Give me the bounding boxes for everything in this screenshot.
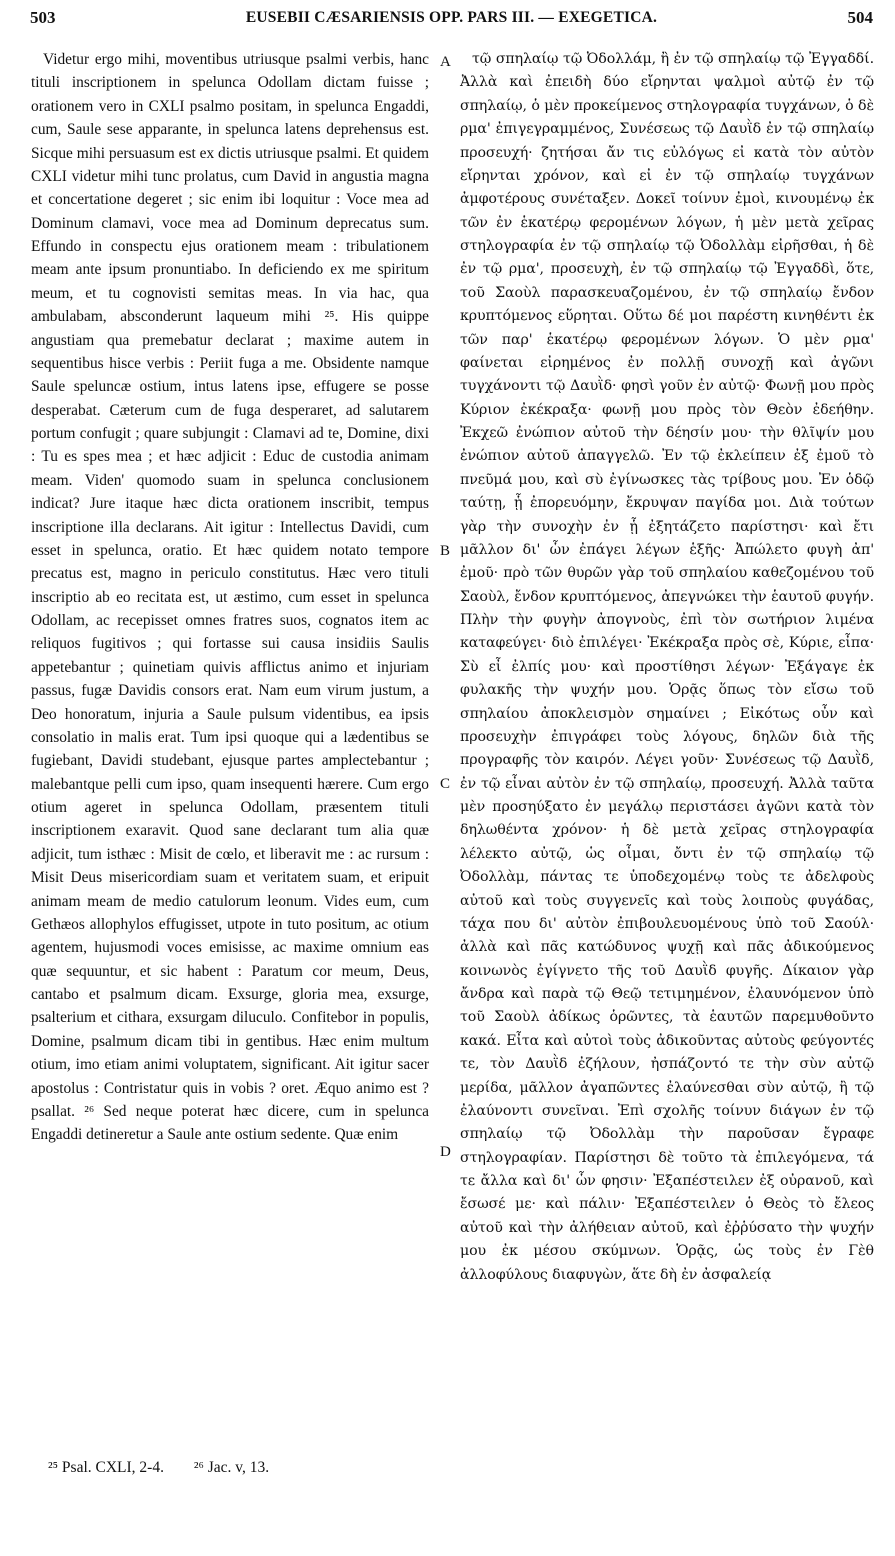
greek-text: τῷ σπηλαίῳ τῷ Ὀδολλάμ, ἢ ἐν τῷ σπηλαίῳ τῷ Ἐγγαδδί. Ἀλλὰ καὶ ἐπειδὴ δύο εἴρηνται ψαλμοὶ αὐτῷ ἐν τῷ σπηλαίῳ, ὁ μὲν προκείμενος στηλογραφία τυγχάνων, ὁ δὲ ρμα' ἐπιγεγραμμένος, Συνέσεως τῷ Δαυῒδ ἐν τῷ σπηλαίῳ προσευχή· ζητήσαι ἄν τις εὐλόγως εἰ κατὰ τὸν αὐτὸν εἴρηνται χρόνον, καὶ εἰ ἐν τῷ σπηλαίῳ τυγχάνων ἀμφοτέρους συνέταξεν. Δοκεῖ τοίνυν ἐμοὶ, κινουμένῳ ἐκ τῶν ἐν ἑκατέρῳ φερομένων λόγων, ἡ μὲν μετὰ χεῖρας στηλογραφία ἐν τῷ σπηλαίῳ τῷ Ὀδολλὰμ εἰρῆσθαι, ἡ δὲ ἐν τῷ ρμα', προσευχὴ, ἐν τῷ σπηλαίῳ τῷ Ἐγγαδδὶ, ὅτε, τοῦ Σαοὺλ παρασκευαζομένου, ἐν τῷ σπηλαίῳ ἔνδον κρυπτόμενος εὕρηται. Οὕτω δέ μοι παρέστη κινηθέντι ἐκ τῶν παρ' ἑκατέρῳ φερομένων λόγων. Ὁ μὲν ρμα' φαίνεται εἰρημένος ἐν πολλῇ συνοχῇ καὶ ἀγῶνι τυγχάνοντι τῷ Δαυῒδ· φησὶ γοῦν ἐν αὐτῷ· Φωνῇ μου πρὸς Κύριον ἐκέκραξα· φωνῇ μου πρὸς τὸν Θεὸν ἐδεήθην. Ἐκχεῶ ἐνώπιον αὐτοῦ τὴν δέησίν μου· τὴν θλῖψίν μου ἐνώπιον αὐτοῦ ἀπαγγελῶ. Ἐν τῷ ἐκλείπειν ἐξ ἐμοῦ τὸ πνεῦμά μου, καὶ σὺ ἐγίνωσκες τὰς τρίβους μου. Ἐν ὁδῷ ταύτῃ, ᾗ ἐπορευόμην, ἔκρυψαν παγίδα μοι. Διὰ τούτων γὰρ τὴν συνοχὴν ἐν ᾗ ἐξητάζετο παρίστησι· καὶ ἔτι μᾶλλον δι' ὧν ἐπάγει λέγων ἑξῆς· Ἀπώλετο φυγὴ ἀπ' ἐμοῦ· πρὸ τῶν θυρῶν γὰρ τοῦ σπηλαίου καθεζομένου τοῦ Σαοὺλ, ἔνδον κρυπτόμενος, ἀπεγνώκει τὴν ἑαυτοῦ φυγήν. Πλὴν τὴν φυγὴν ἀπογνοὺς, ἐπὶ τὸν σωτήριον λιμένα καταφεύγει· διὸ ἐπιλέγει· Ἐκέκραξα πρὸς σὲ, Κύριε, εἶπα· Σὺ εἶ ἐλπίς μου· καὶ προστίθησι λέγων· Ἐξάγαγε ἐκ φυλακῆς τὴν ψυχήν μου. Ὁρᾷς ὅπως τὸν εἴσω τοῦ σπηλαίου ἀποκλεισμὸν σημαίνει ; Εἰκότως οὖν καὶ προσευχὴν ἐπιγράφει τοὺς λόγους, δηλῶν διὰ τῆς προγραφῆς τὸν καιρόν. Λέγει γοῦν· Συνέσεως τῷ Δαυῒδ, ἐν τῷ εἶναι αὐτὸν ἐν τῷ σπηλαίῳ, προσευχή. Ἀλλὰ ταῦτα μὲν προσηύξατο ἐν μεγάλῳ περιστάσει ἀγῶνι κατὰ τὸν δηλωθέντα χρόνον· ἡ δὲ μετὰ χεῖρας στηλογραφία λέλεκτο αὐτῷ, ὡς οἶμαι, ὄντι ἐν τῷ σπηλαίῳ τῷ Ὀδολλὰμ, πάντας τε ὑποδεχομένῳ τοὺς τε ἀδελφοὺς αὐτοῦ καὶ τοὺς συγγενεῖς καὶ τοὺς λοιποὺς φυγάδας, τάχα που δι' αὐτὸν ἐπιβουλευομένους ὑπὸ τοῦ Σαούλ· ἀλλὰ καὶ πᾶς κατώδυνος ψυχῇ καὶ πᾶς ἀδικούμενος κοινωνὸς ἐγίγνετο τῆς τοῦ Δαυῒδ φυγῆς. Δίκαιον γὰρ ἄνδρα καὶ παρὰ τῷ Θεῷ τετιμημένον, ἐλαυνόμενον ὑπὸ τοῦ Σαοὺλ ἀδίκως ὁρῶντες, τὰ ἑαυτῶν παρεμυθοῦντο κακά. Εἶτα καὶ αὐτοὶ τοὺς ἀδικοῦντας αὐτοὺς φεύγοντές τε, τὸν Δαυῒδ ἐζήλουν, ἠσπάζοντό τε τὴν σὺν αὐτῷ μερίδα, μᾶλλον ἀγαπῶντες ἐλαύνεσθαι σὺν αὐτῷ, ἢ τῷ ἐλαύνοντι συνεῖναι. Ἐπὶ σχολῆς τοίνυν διάγων ἐν τῷ σπηλαίῳ τῷ Ὀδολλὰμ τὴν παροῦσαν ἔγραφε στηλογραφίαν. Παρίστησι δὲ τοῦτο τὰ ἐπιλεγόμενα, τά τε ἄλλα καὶ δι' ὧν φησιν· Ἐξαπέστειλεν ἐξ οὐρανοῦ, καὶ ἔσωσέ με· καὶ πάλιν· Ἐξαπέστειλεν ὁ Θεὸς τὸ ἔλεος αὐτοῦ καὶ τὴν ἀλήθειαν αὐτοῦ, καὶ ἐῤῥύσατο τὴν ψυχήν μου ἐκ μέσου σκύμνων. Ὁρᾷς, ὡς τοὺς ἐν Γὲθ ἀλλοφύλους διαφυγὼν, ἅτε δὴ ἐν ἀσφαλείᾳ <box>460 51 874 1283</box>
footnote-26: ²⁶ Jac. v, 13. <box>193 1459 270 1476</box>
latin-column <box>31 48 429 1147</box>
margin-marker-d: D <box>440 1144 451 1160</box>
greek-column <box>460 48 874 1287</box>
running-header <box>30 8 873 34</box>
margin-marker-c: C <box>440 776 451 792</box>
running-title: EUSEBII CÆSARIENSIS OPP. PARS III. — EXEGETICA. <box>245 9 658 26</box>
margin-marker-a: A <box>440 54 451 70</box>
margin-marker-b: B <box>440 543 451 559</box>
page-number-left: 503 <box>30 8 56 27</box>
latin-text: Videtur ergo mihi, moventibus utriusque psalmi verbis, hanc tituli inscriptionem in spelunca Odollam dictam fuisse ; orationem vero in CXLI psalmo positam, in spelunca Engaddi, cum, Saule sese apparante, in spelunca latens deprehensus est. Sicque mihi persuasum est ex dictis utriusque psalmi. Et quidem CXLI videtur mihi tunc prolatus, cum David in angustia magna et concertatione degeret ; sic enim ibi loquitur : Voce mea ad Dominum clamavi, voce mea ad Dominum deprecatus sum. Effundo in conspectu ejus orationem meam : tribulationem meam ante ipsum pronuntiabo. In deficiendo ex me spiritum meum, et tu cognovisti semitas meas. In via hac, qua ambulabam, absconderunt laqueum mihi ²⁵. His quippe angustiam qua premebatur declarat ; maxime autem in sequentibus hisce verbis : Periit fuga a me. Obsidente namque Saule speluncæ ostium, intus latens ipse, effugere se posse desperabat. Cæterum cum de fuga desperaret, ad salutarem portum confugit ; quare subjungit : Clamavi ad te, Domine, dixi : Tu es spes mea ; et hæc adjicit : Educ de custodia animam meam. Viden' quomodo suam in spelunca conclusionem indicat? Jure itaque hæc dicta orationem inscribit, tempus inscriptione illa declarans. Ait igitur : Intellectus Davidi, cum esset in spelunca, oratio. Et hæc quidem notato tempore precatus est, magno in periculo constitutus. Hæc vero tituli inscriptio ab eo recitata est, ut æstimo, cum esset in spelunca Odollam, ac recepisset omnes fratres suos, cognatos item ac reliquos fugitivos ; qui fortasse sui causa insidiis Saulis appetebantur ; quinetiam quivis afflictus animo et injuriam passus, fugæ Davidis consors erat. Nam eum virum justum, a Deo honoratum, injuria a Saule pulsum videntibus, ea ipsis consolatio in malis erat. Tum ipsi quoque qui a lædentibus se fugiebant, Davidi studebant, ejusque partes amplectebantur ; malebantque pelli cum ipso, quam insequenti hærere. Cum ergo otium ageret in spelunca Odollam, præsentem tituli inscriptionem exaravit. Quod sane declarant tum alia quæ adjicit, tum isthæc : Misit de cœlo, et liberavit me : ac rursum : Misit Deus misericordiam suam et veritatem suam, et eripuit animam meam de medio catulorum leonum. Vides eum, cum Gethæos allophylos effugisset, utpote in tuto positum, ac otium agentem, hujusmodi voces emisisse, ac maxime omnium eas quæ sequuntur, et sic habent : Paratum cor meum, Deus, cantabo et psalmum dicam. Exsurge, gloria mea, exsurge, psalterium et cithara, exsurgam diluculo. Confitebor in populis, Domine, psalmum dicam tibi in gentibus. Hæc enim multum otium, imo etiam animi voluptatem, significant. Ait igitur sacer apostolus : Contristatur quis in vobis ? oret. Æquo animo est ? psallat. ²⁶ Sed neque poterat hæc dicere, cum in spelunca Engaddi detineretur a Saule ante ostium sedente. Quæ enim <box>31 51 429 1144</box>
footnote-25: ²⁵ Psal. CXLI, 2-4. <box>48 1459 164 1476</box>
footnotes <box>48 1459 295 1477</box>
page-number-right: 504 <box>847 8 873 27</box>
